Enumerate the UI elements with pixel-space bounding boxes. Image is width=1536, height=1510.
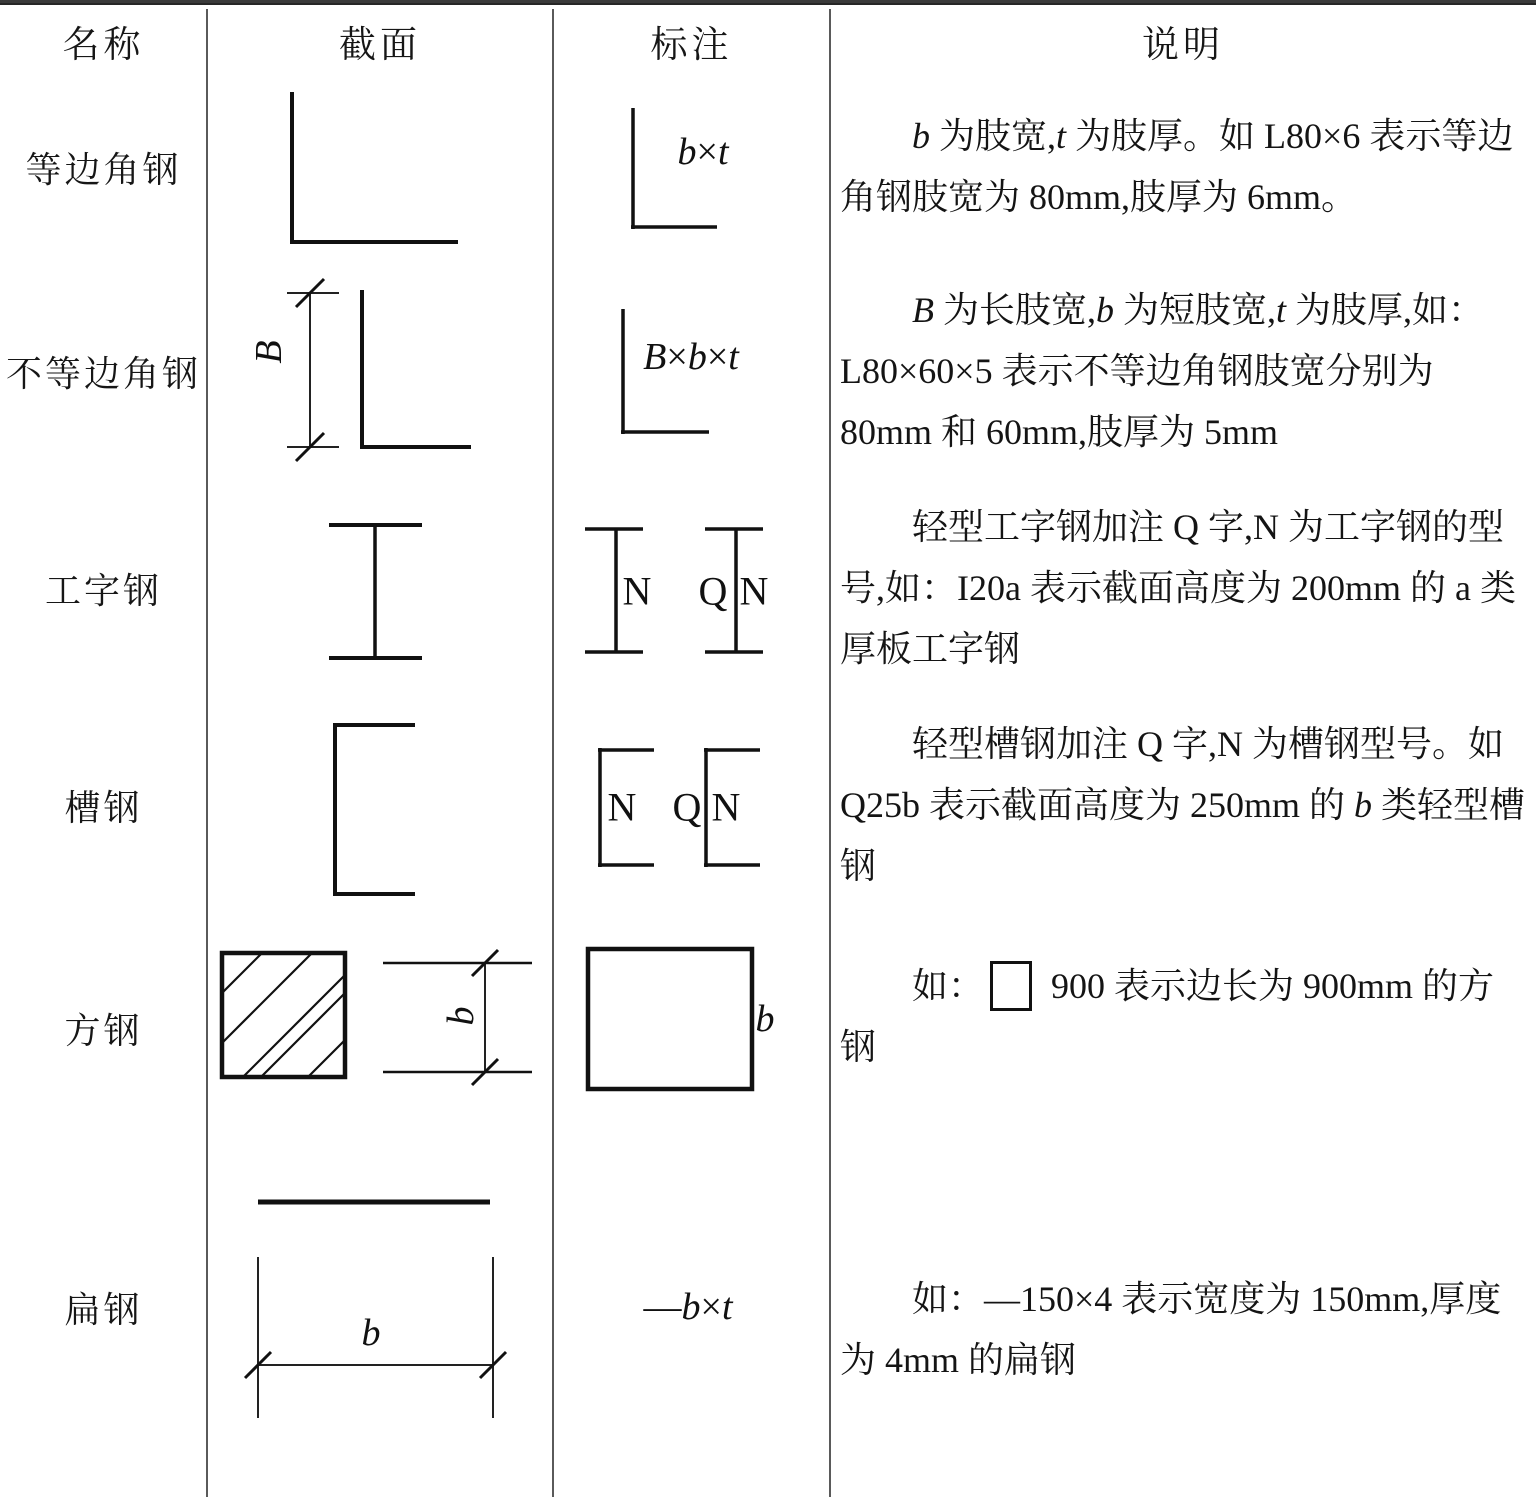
row2-description: B 为长肢宽,b 为短肢宽,t 为肢厚,如：L80×60×5 表示不等边角钢肢宽分别为 80mm 和 60mm,肢厚为 5mm (840, 289, 1485, 452)
row5-name-cell (0, 917, 207, 1140)
row4-description: 轻型槽钢加注 Q 字,N 为槽钢型号。如 Q25b 表示截面高度为 250mm 的 b 类轻型槽钢 (840, 724, 1526, 886)
row3-annotation-n-left: N (622, 568, 652, 614)
row2-name-cell (0, 261, 207, 481)
flat-steel-section-drawing (240, 1185, 520, 1430)
row1-name-cell (0, 75, 207, 259)
header-label-section: 截面 (339, 25, 421, 66)
row1-description: b 为肢宽,t 为肢厚。如 L80×6 表示等边角钢肢宽为 80mm,肢厚为 6mm。 (840, 116, 1514, 217)
header-cell-section (207, 10, 553, 72)
row6-name-label: 扁钢 (64, 1290, 143, 1330)
row3-description-cell (832, 483, 1536, 694)
row5-annotation-label: b (755, 998, 775, 1040)
row2-annotation-label: B×b×t (643, 336, 739, 378)
row5-description-cell (832, 917, 1536, 1117)
row3-description: 轻型工字钢加注 Q 字,N 为工字钢的型号,如：I20a 表示截面高度为 200mm 的 a 类厚板工字钢 (840, 507, 1516, 669)
table-bottom-border (0, 0, 1536, 3)
row3-annotation-q: Q (698, 568, 728, 614)
row3-name-cell (0, 483, 207, 694)
column-divider-2 (552, 9, 554, 1497)
i-beam-section-drawing (310, 505, 440, 675)
square-steel-hatched-section-drawing (215, 945, 355, 1087)
header-cell-name (0, 10, 207, 72)
row2-description-cell (832, 261, 1536, 481)
row2-section-dimension-label: B (248, 340, 290, 364)
row3-annotation-n-right: N (739, 568, 769, 614)
row5-description: 如： 900 表示边长为 900mm 的方钢 (840, 956, 1526, 1078)
header-label-annotation: 标注 (650, 25, 733, 66)
row5-name-label: 方钢 (64, 1011, 143, 1051)
row4-name-cell (0, 696, 207, 915)
header-cell-annotation (553, 10, 830, 72)
column-divider-3 (829, 9, 831, 1497)
row6-name-cell (0, 1190, 207, 1425)
row3-name-label: 工字钢 (44, 571, 162, 611)
header-cell-description (830, 10, 1536, 72)
square-steel-annotation-symbol (575, 935, 775, 1103)
row4-annotation-n-left: N (607, 784, 637, 830)
row6-annotation-label: —b×t (643, 1286, 733, 1328)
channel-section-drawing (315, 705, 440, 915)
row4-description-cell (832, 696, 1536, 915)
row2-name-label: 不等边角钢 (5, 353, 201, 394)
square-symbol-inline (990, 961, 1032, 1011)
row4-annotation-n-right: N (711, 784, 741, 830)
unequal-angle-section-drawing (240, 270, 485, 465)
row6-description-cell (832, 1205, 1536, 1455)
row6-section-dimension-label: b (361, 1312, 381, 1354)
header-label-name: 名称 (62, 25, 145, 66)
row4-annotation-q: Q (672, 784, 702, 830)
equal-angle-section-drawing (270, 85, 470, 255)
row4-name-label: 槽钢 (64, 788, 143, 828)
row1-description-cell (832, 75, 1536, 259)
row5-section-dimension-label: b (440, 1006, 482, 1026)
row1-name-label: 等边角钢 (25, 149, 182, 190)
row1-annotation-label: b×t (677, 131, 729, 173)
row6-description: 如：—150×4 表示宽度为 150mm,厚度为 4mm 的扁钢 (840, 1279, 1502, 1380)
header-label-description: 说明 (1142, 25, 1224, 66)
